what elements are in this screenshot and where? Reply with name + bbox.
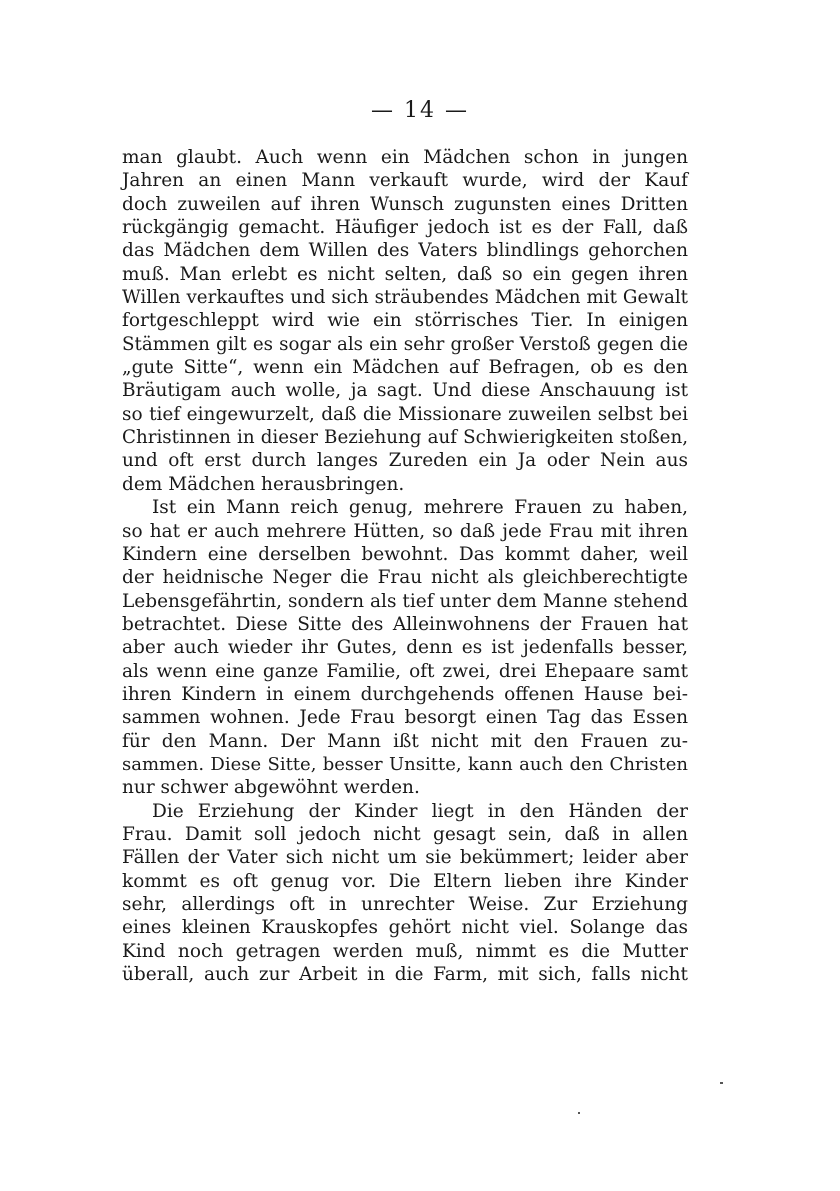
text-line: Christinnen in dieser Beziehung auf Schwierigkeiten stoßen, — [122, 427, 688, 449]
paragraph-end-line: nur schwer abgewöhnt werden. — [122, 777, 420, 799]
paragraph-start-line: Die Erziehung der Kinder liegt in den Händen der — [152, 800, 688, 822]
text-line: sammen wohnen. Jede Frau besorgt einen Tag das Essen — [122, 707, 688, 729]
paragraph-start-line: Ist ein Mann reich genug, mehrere Frauen zu haben, — [152, 497, 688, 519]
text-line: „gute Sitte“, wenn ein Mädchen auf Befragen, ob es den — [122, 357, 688, 379]
text-line: Lebensgefährtin, sondern als tief unter dem Manne stehend — [122, 590, 688, 612]
text-line: Kind noch getragen werden muß, nimmt es die Mutter — [122, 940, 688, 962]
text-line: Stämmen gilt es sogar als ein sehr großer Verstoß gegen die — [122, 333, 688, 355]
text-line: Kindern eine derselben bewohnt. Das kommt daher, weil — [122, 543, 688, 565]
text-line: sehr, allerdings oft in unrechter Weise. Zur Erziehung — [122, 894, 688, 915]
text-line: so hat er auch mehrere Hütten, so daß jede Frau mit ihren — [122, 520, 688, 542]
scan-speck — [720, 1082, 723, 1084]
text-line: betrachtet. Diese Sitte des Alleinwohnens der Frauen hat — [122, 613, 688, 635]
text-line: als wenn eine ganze Familie, oft zwei, drei Ehepaare samt — [122, 660, 688, 682]
text-line: Bräutigam auch wolle, ja sagt. Und diese Anschauung ist — [122, 380, 688, 402]
text-line: doch zuweilen auf ihren Wunsch zugunsten eines Dritten — [122, 193, 688, 215]
page-number: — 14 — — [371, 98, 469, 123]
text-line: aber auch wieder ihr Gutes, denn es ist jedenfalls besser, — [122, 637, 688, 659]
text-line: eines kleinen Krauskopfes gehört nicht viel. Solange das — [122, 917, 688, 939]
text-line: überall, auch zur Arbeit in die Farm, mit sich, falls nicht — [122, 964, 688, 986]
text-line: kommt es oft genug vor. Die Eltern lieben ihre Kinder — [122, 870, 688, 892]
paragraph-end-line: dem Mädchen herausbringen. — [122, 473, 405, 495]
text-line: so tief eingewurzelt, daß die Missionare zuweilen selbst bei — [122, 403, 688, 425]
text-line: sammen. Diese Sitte, besser Unsitte, kann auch den Christen — [122, 753, 688, 775]
text-line: und oft erst durch langes Zureden ein Ja oder Nein aus — [122, 450, 688, 472]
text-line: das Mädchen dem Willen des Vaters blindlings gehorchen — [122, 240, 688, 262]
text-line: Frau. Damit soll jedoch nicht gesagt sein, daß in allen — [122, 823, 688, 845]
text-line: Fällen der Vater sich nicht um sie bekümmert; leider aber — [122, 847, 688, 869]
text-line: fortgeschleppt wird wie ein störrisches Tier. In einigen — [122, 310, 688, 332]
body-text — [122, 146, 688, 986]
text-line: ihren Kindern in einem durchgehends offenen Hause bei- — [122, 683, 688, 705]
text-line: für den Mann. Der Mann ißt nicht mit den Frauen zu- — [122, 730, 688, 752]
text-line: muß. Man erlebt es nicht selten, daß so ein gegen ihren — [122, 263, 688, 285]
text-line: der heidnische Neger die Frau nicht als gleichberechtigte — [122, 567, 688, 589]
text-line: Willen verkauftes und sich sträubendes Mädchen mit Gewalt — [122, 287, 688, 309]
text-line: Jahren an einen Mann verkauft wurde, wird der Kauf — [122, 170, 688, 192]
text-line: man glaubt. Auch wenn ein Mädchen schon in jungen — [122, 147, 688, 168]
scan-speck — [578, 1112, 580, 1114]
text-line: rückgängig gemacht. Häufiger jedoch ist es der Fall, daß — [122, 217, 688, 239]
